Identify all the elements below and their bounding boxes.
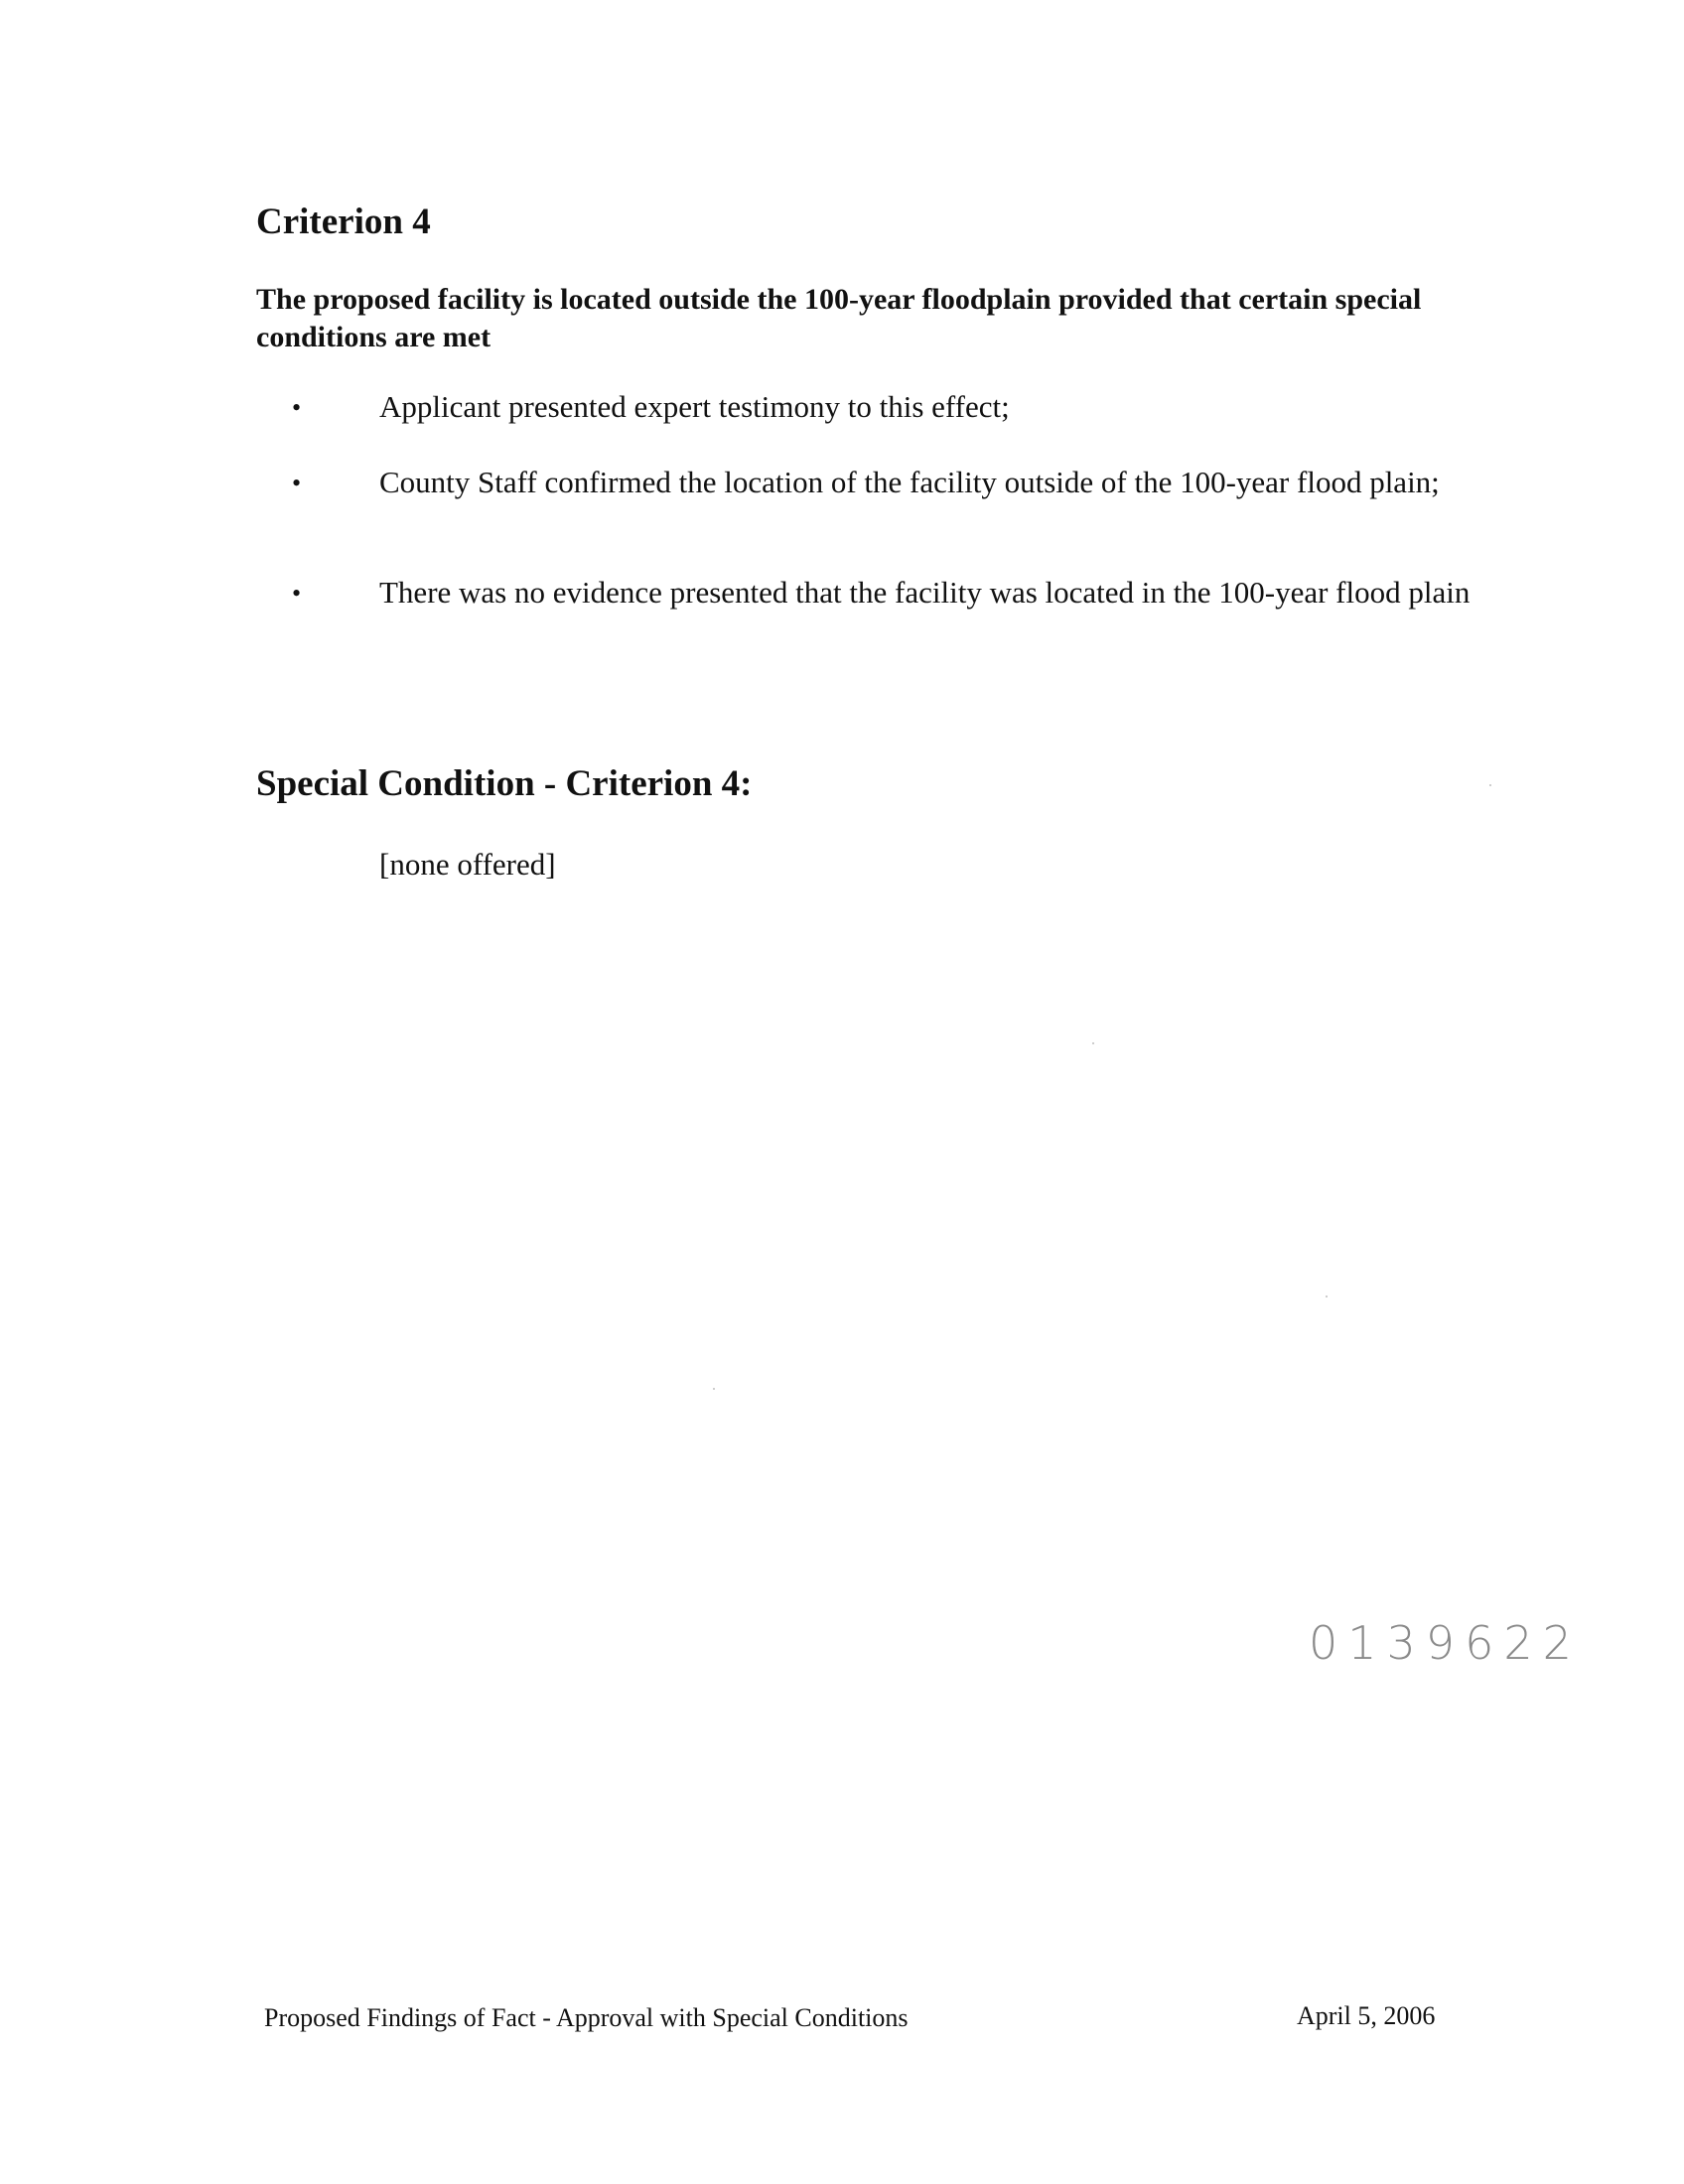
- list-item-text: County Staff confirmed the location of the facility outside of the 100-year flood plain;: [379, 465, 1440, 499]
- scan-speck: [1092, 1042, 1094, 1044]
- scan-speck: [1326, 1296, 1328, 1297]
- footer-document-title: Proposed Findings of Fact - Approval with Special Conditions: [264, 2003, 909, 2032]
- criterion-statement: The proposed facility is located outside the 100-year floodplain provided that certain special conditions are met: [256, 283, 1422, 353]
- scan-speck: [713, 1388, 715, 1390]
- bullet-icon: •: [292, 579, 302, 608]
- scan-speck: [1489, 784, 1491, 786]
- criterion-heading: Criterion 4: [256, 202, 431, 242]
- document-stamp-number: 0139622: [1309, 1616, 1582, 1670]
- bullet-icon: •: [292, 469, 302, 497]
- list-item-text: There was no evidence presented that the facility was located in the 100-year flood plain: [379, 575, 1471, 610]
- bullet-icon: •: [292, 393, 302, 422]
- special-condition-text: [none offered]: [379, 847, 556, 882]
- list-item-text: Applicant presented expert testimony to this effect;: [379, 389, 1010, 424]
- footer-date: April 5, 2006: [1297, 2001, 1436, 2030]
- special-condition-heading: Special Condition - Criterion 4:: [256, 763, 753, 804]
